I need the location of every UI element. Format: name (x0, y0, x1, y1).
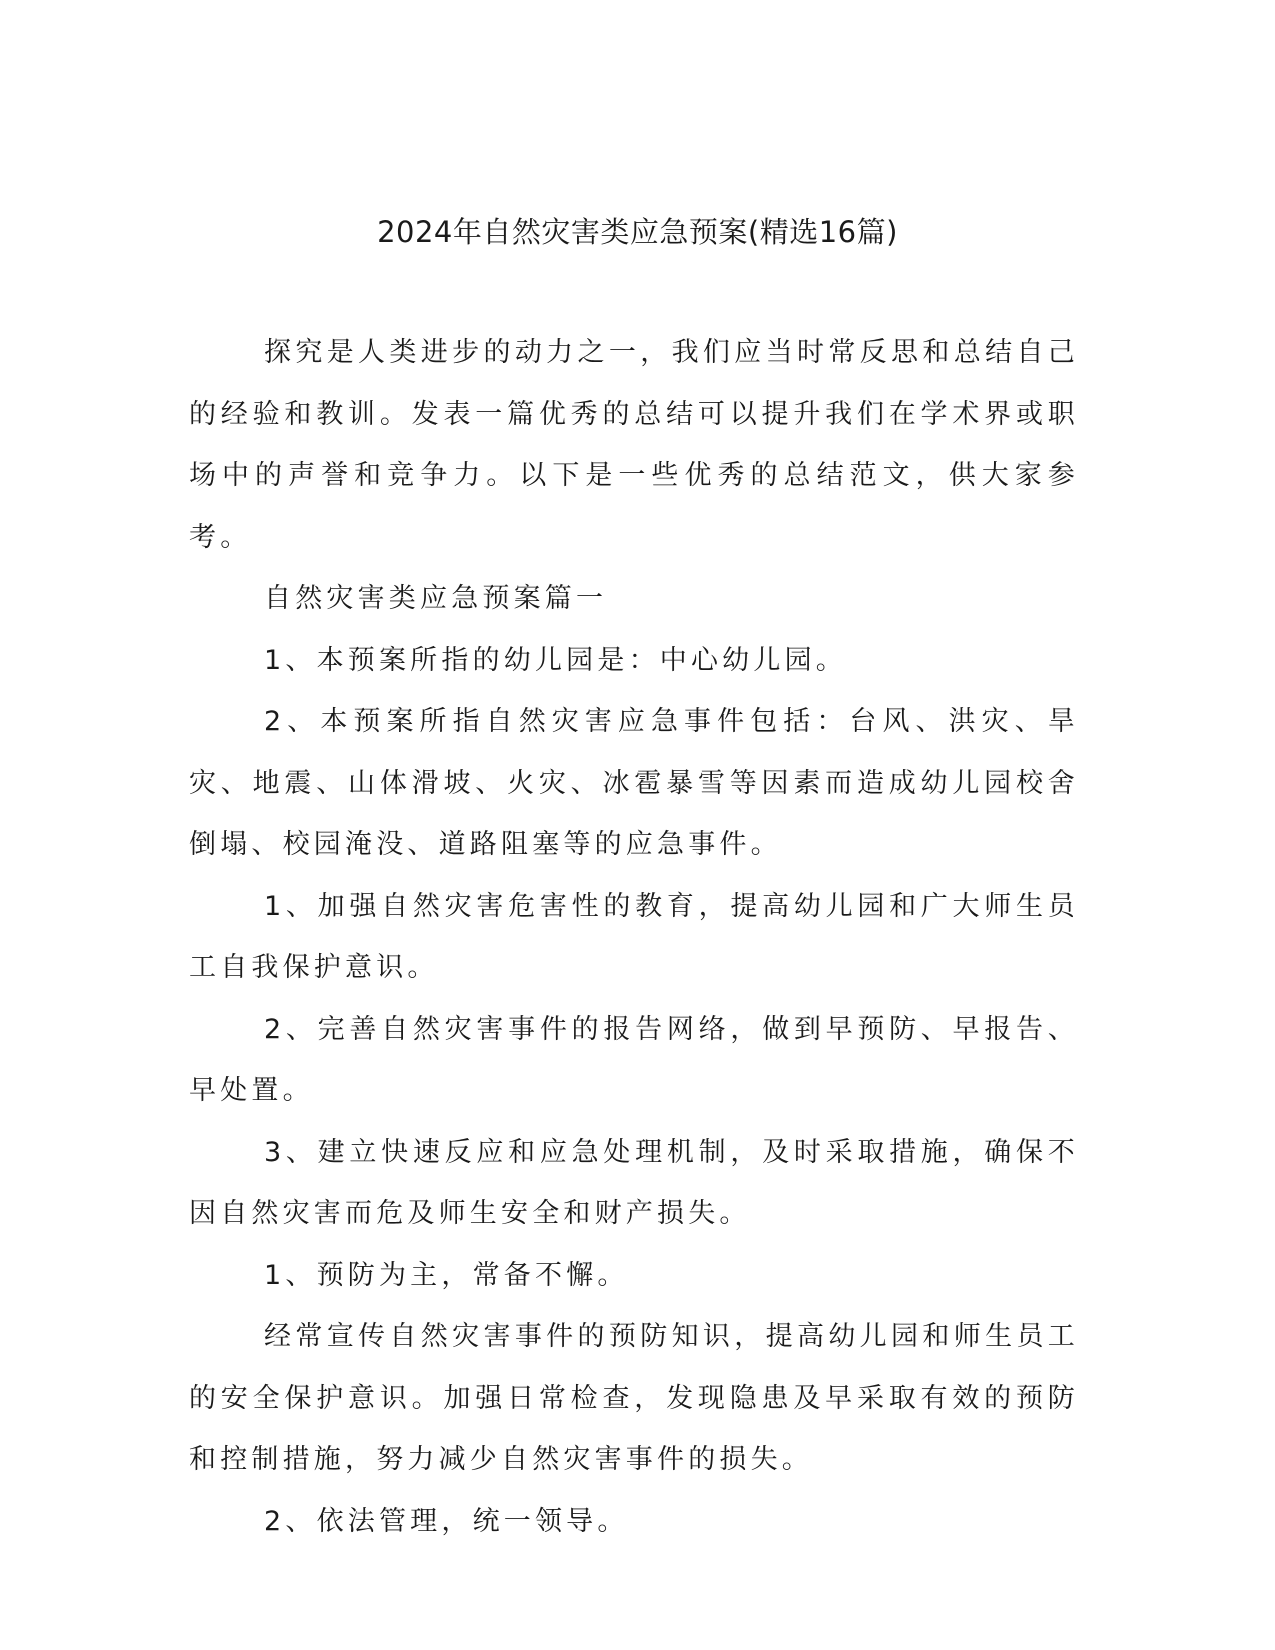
paragraph: 1、本预案所指的幼儿园是：中心幼儿园。 (264, 644, 847, 676)
document-title: 2024年自然灾害类应急预案(精选16篇) (377, 215, 898, 249)
paragraph: 2、依法管理，统一领导。 (264, 1505, 629, 1537)
paragraph: 探究是人类进步的动力之一，我们应当时常反思和总结自己的经验和教训。发表一篇优秀的总结可以提升我们在学术界或职场中的声誉和竞争力。以下是一些优秀的总结范文，供大家参考。 (189, 337, 1079, 553)
paragraph: 2、完善自然灾害事件的报告网络，做到早预防、早报告、早处置。 (189, 1013, 1079, 1106)
paragraph: 1、加强自然灾害危害性的教育，提高幼儿园和广大师生员工自我保护意识。 (189, 890, 1079, 983)
paragraph: 1、预防为主，常备不懈。 (264, 1259, 629, 1291)
document-body (189, 322, 1079, 1552)
paragraph: 经常宣传自然灾害事件的预防知识，提高幼儿园和师生员工的安全保护意识。加强日常检查，发现隐患及早采取有效的预防和控制措施，努力减少自然灾害事件的损失。 (189, 1321, 1079, 1475)
section-heading: 自然灾害类应急预案篇一 (264, 583, 608, 614)
paragraph: 3、建立快速反应和应急处理机制，及时采取措施，确保不因自然灾害而危及师生安全和财产损失。 (189, 1136, 1079, 1229)
paragraph: 2、本预案所指自然灾害应急事件包括：台风、洪灾、旱灾、地震、山体滑坡、火灾、冰雹暴雪等因素而造成幼儿园校舍倒塌、校园淹没、道路阻塞等的应急事件。 (189, 706, 1079, 860)
